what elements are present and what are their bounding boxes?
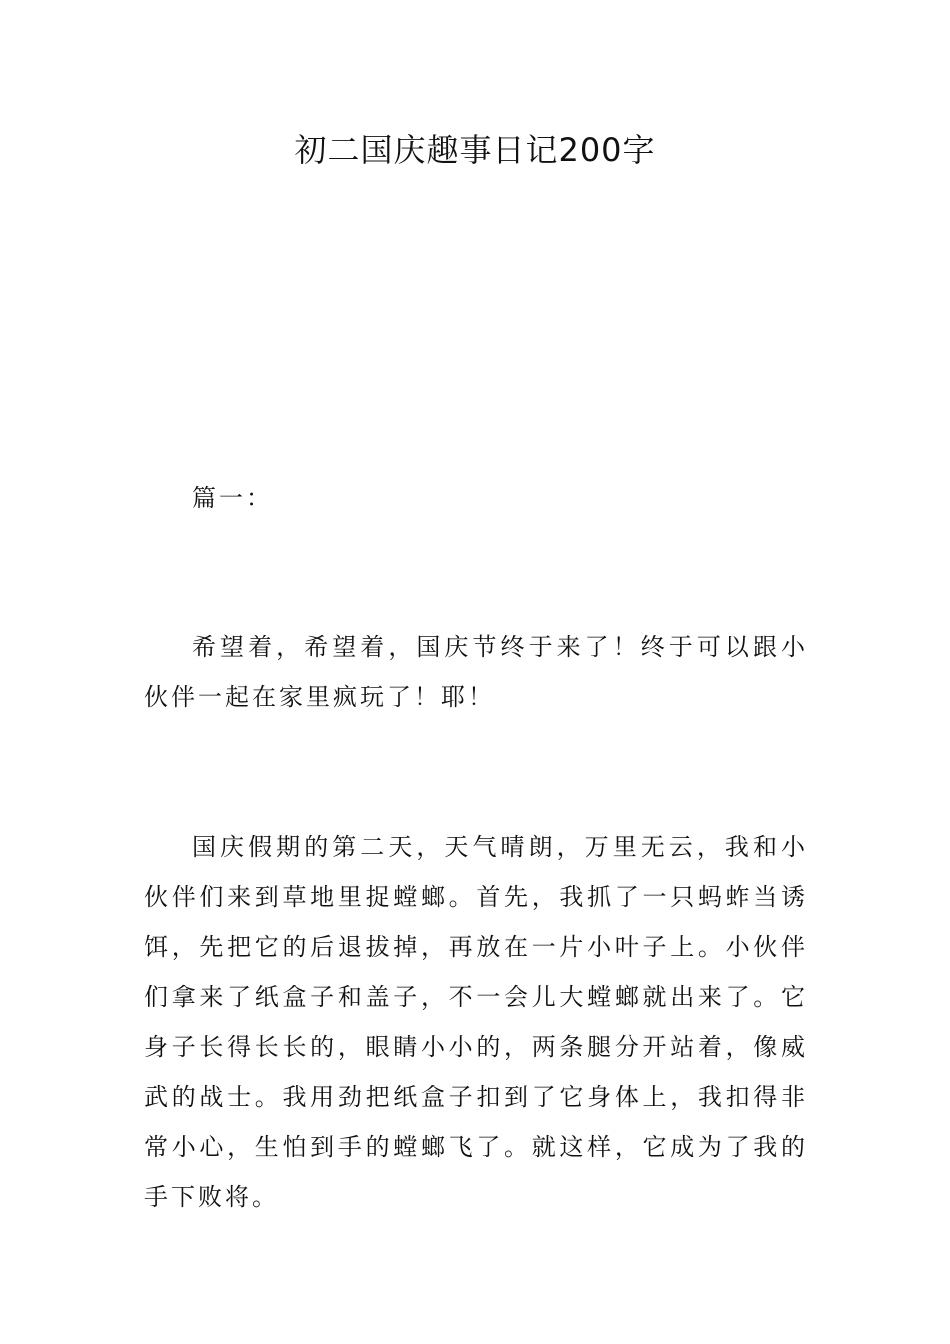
paragraph-1: 希望着，希望着，国庆节终于来了！终于可以跟小伙伴一起在家里疯玩了！耶！ <box>144 633 808 711</box>
paragraph-2: 国庆假期的第二天，天气晴朗，万里无云，我和小伙伴们来到草地里捉螳螂。首先，我抓了一只蚂蚱当诱饵，先把它的后退拔掉，再放在一片小叶子上。小伙伴们拿来了纸盒子和盖子，不一会儿大螳螂就出来了。它身子长得长长的，眼睛小小的，两条腿分开站着，像威武的战士。我用劲把纸盒子扣到了它身体上，我扣得非常小心，生怕到手的螳螂飞了。就这样，它成为了我的手下败将。 <box>144 833 808 1211</box>
document-title: 初二国庆趣事日记200字 <box>294 131 656 169</box>
section-label: 篇一： <box>192 484 273 512</box>
